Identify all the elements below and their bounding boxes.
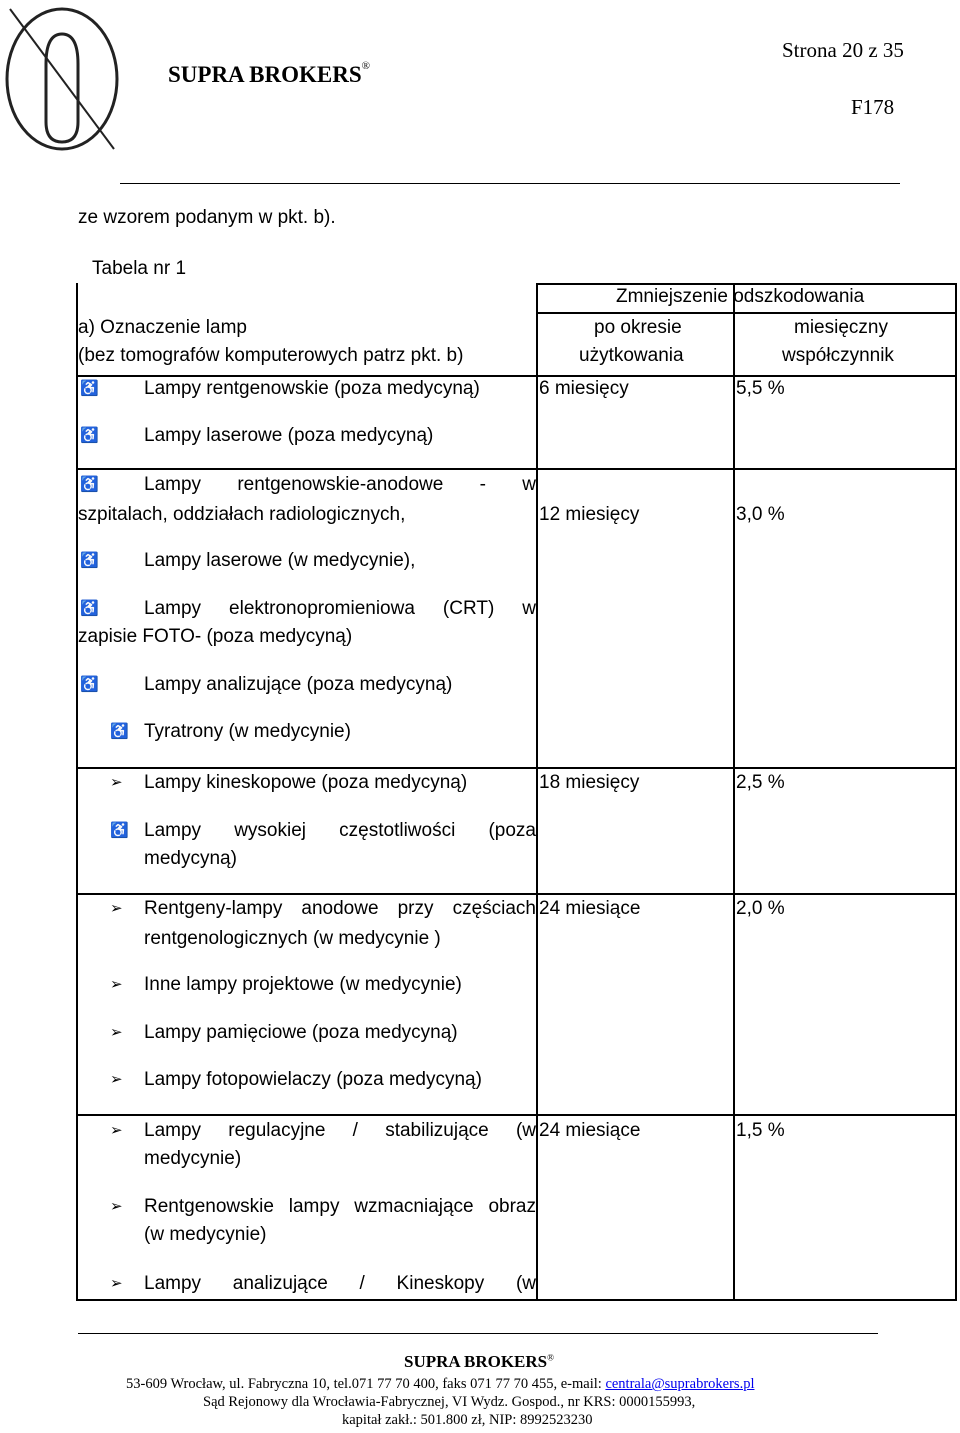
table-row-line [76, 1114, 957, 1116]
lamp-type: Lampy pamięciowe (poza medycyną) [144, 1022, 458, 1043]
coefficient-value: 3,0 % [736, 504, 785, 525]
header-group-label: Zmniejszenie odszkodowania [616, 286, 865, 307]
arrowhead-bullet-icon: ➢ [110, 976, 123, 993]
table-divider-col2 [733, 283, 735, 1301]
header-col1-line2: (bez tomografów komputerowych patrz pkt. b) [78, 345, 464, 366]
footer-address: 53-609 Wrocław, ul. Fabryczna 10, tel.071 77 70 400, faks 071 77 70 455, e-mail: centrala@suprabrokers.pl [126, 1376, 755, 1392]
lamp-type: Lampy laserowe (w medycynie), [144, 550, 416, 571]
wheelchair-icon: ♿ [80, 552, 99, 569]
document-code: F178 [851, 95, 895, 119]
coefficient-value: 1,5 % [736, 1120, 785, 1141]
lamp-type-cont: szpitalach, oddziałach radiologicznych, [78, 504, 406, 525]
arrowhead-bullet-icon: ➢ [110, 1024, 123, 1041]
lamp-type: Rentgeny-lampy anodowe przy częściach [144, 898, 536, 919]
wheelchair-icon: ♿ [80, 427, 99, 444]
arrowhead-bullet-icon: ➢ [110, 1071, 123, 1088]
coefficient-value: 2,0 % [736, 898, 785, 919]
lamp-type: Lampy analizujące / Kineskopy (w [144, 1273, 536, 1294]
lamp-type: Lampy wysokiej częstotliwości (poza [144, 820, 536, 841]
wheelchair-icon: ♿ [80, 476, 99, 493]
footer-court-info: Sąd Rejonowy dla Wrocławia-Fabrycznej, VI Wydz. Gospod., nr KRS: 0000155993, [203, 1394, 696, 1410]
intro-text: ze wzorem podanym w pkt. b). [78, 207, 336, 228]
lamp-type: Inne lampy projektowe (w medycynie) [144, 974, 462, 995]
wheelchair-icon: ♿ [110, 822, 129, 839]
header-col3-line1: miesięczny [794, 317, 888, 338]
lamp-type-cont: rentgenologicznych (w medycynie ) [144, 928, 441, 949]
lamp-type-cont: medycynie) [144, 1148, 242, 1169]
table-row-line [76, 767, 957, 769]
footer-divider [78, 1333, 878, 1334]
coefficient-value: 5,5 % [736, 378, 785, 399]
wheelchair-icon: ♿ [80, 600, 99, 617]
lamp-type: Lampy rentgenowskie-anodowe - w [144, 474, 536, 495]
arrowhead-bullet-icon: ➢ [110, 1275, 123, 1292]
period-value: 18 miesięcy [539, 772, 640, 793]
lamp-type: Lampy laserowe (poza medycyną) [144, 425, 434, 446]
lamp-type: Lampy elektronopromieniowa (CRT) w [144, 598, 536, 619]
table-row-line [76, 893, 957, 895]
arrowhead-bullet-icon: ➢ [110, 1198, 123, 1215]
registered-mark: ® [547, 1352, 554, 1363]
wheelchair-icon: ♿ [80, 380, 99, 397]
header-brand: SUPRA BROKERS® [168, 60, 370, 87]
page-number: Strona 20 z 35 [782, 38, 904, 62]
lamp-type: Lampy rentgenowskie (poza medycyną) [144, 378, 480, 399]
arrowhead-bullet-icon: ➢ [110, 774, 123, 791]
footer-capital-info: kapitał zakł.: 501.800 zł, NIP: 8992523230 [342, 1412, 593, 1428]
wheelchair-icon: ♿ [110, 723, 129, 740]
header-col3-line2: współczynnik [782, 345, 894, 366]
table-border-left [76, 283, 78, 1301]
arrowhead-bullet-icon: ➢ [110, 900, 123, 917]
period-value: 24 miesiące [539, 898, 641, 919]
lamp-type: Lampy analizujące (poza medycyną) [144, 674, 453, 695]
lamp-type: Lampy kineskopowe (poza medycyną) [144, 772, 468, 793]
footer-brand: SUPRA BROKERS® [404, 1352, 554, 1371]
period-value: 24 miesiące [539, 1120, 641, 1141]
table-row-line [76, 468, 957, 470]
table-group-header-line [536, 312, 957, 314]
coefficient-value: 2,5 % [736, 772, 785, 793]
lamp-type: Rentgenowskie lampy wzmacniające obraz [144, 1196, 536, 1217]
lamp-type: Lampy fotopowielaczy (poza medycyną) [144, 1069, 482, 1090]
lamp-type: Lampy regulacyjne / stabilizujące (w [144, 1120, 536, 1141]
arrowhead-bullet-icon: ➢ [110, 1122, 123, 1139]
period-value: 12 miesięcy [539, 504, 640, 525]
wheelchair-icon: ♿ [80, 676, 99, 693]
header-divider [120, 183, 900, 184]
table-border-right [955, 283, 957, 1301]
depreciation-table [76, 283, 957, 1301]
email-link[interactable]: centrala@suprabrokers.pl [605, 1376, 755, 1392]
table-divider-col1 [536, 283, 538, 1301]
company-logo-icon [2, 4, 122, 154]
header-col1-line1: a) Oznaczenie lamp [78, 317, 247, 338]
table-border-bottom [76, 1299, 957, 1301]
lamp-type: Tyratrony (w medycynie) [144, 721, 351, 742]
header-col2-line2: użytkowania [579, 345, 684, 366]
lamp-type-cont: (w medycynie) [144, 1224, 267, 1245]
period-value: 6 miesięcy [539, 378, 629, 399]
header-col2-line1: po okresie [594, 317, 682, 338]
lamp-type-cont: zapisie FOTO- (poza medycyną) [78, 626, 353, 647]
table-title: Tabela nr 1 [92, 258, 187, 279]
registered-mark: ® [361, 60, 370, 72]
lamp-type-cont: medycyną) [144, 848, 237, 869]
